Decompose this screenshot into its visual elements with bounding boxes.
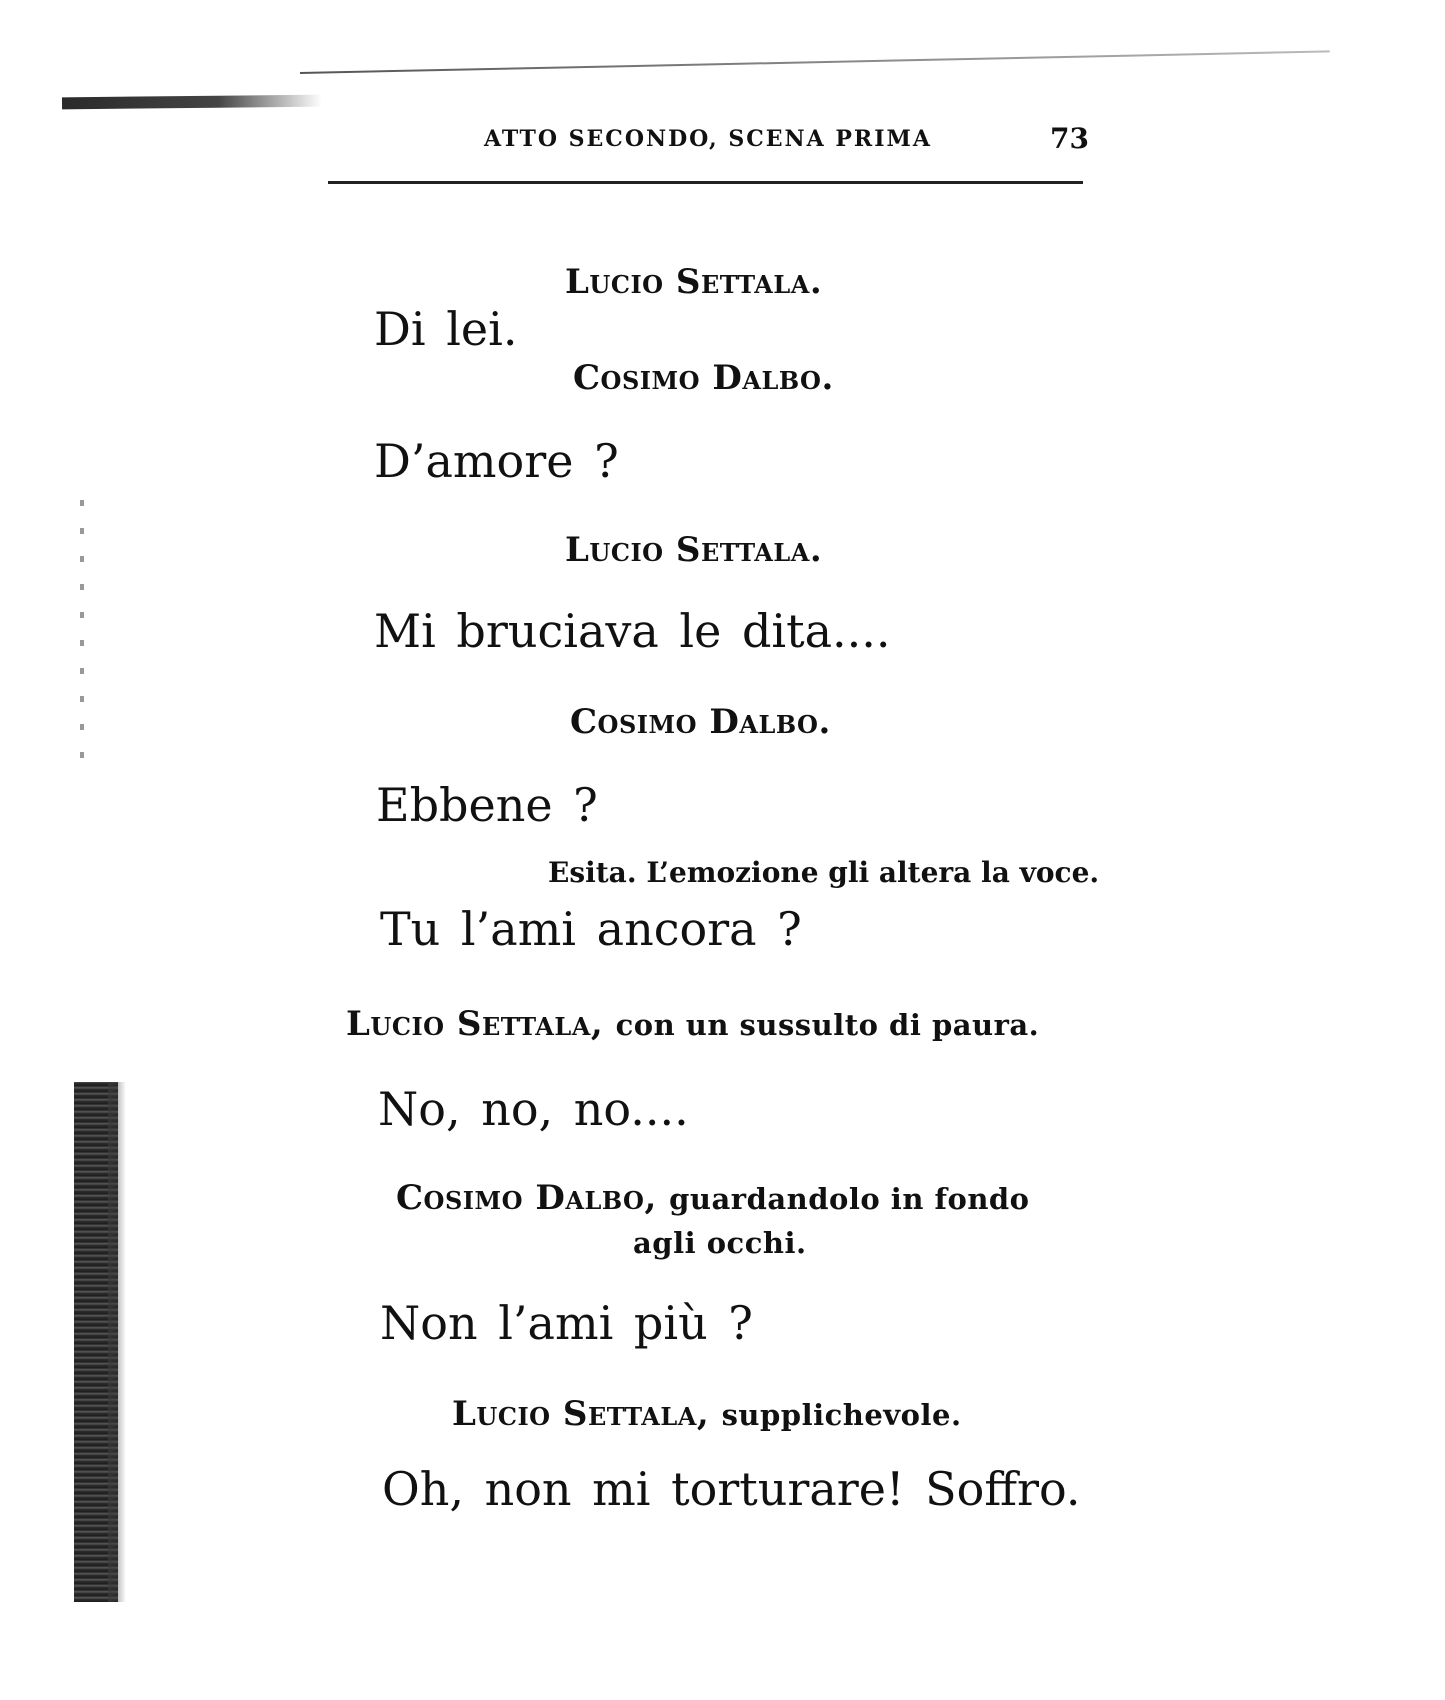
book-spine-fade	[108, 1082, 126, 1602]
speaker-name: Cosimo Dalbo.	[573, 358, 834, 398]
stage-direction: supplichevole.	[721, 1398, 962, 1432]
stage-direction: agli occhi.	[633, 1226, 807, 1260]
speaker-name: Lucio Settala.	[565, 262, 823, 302]
speaker-name: Cosimo Dalbo,	[396, 1178, 657, 1218]
speaker-lucio-settala-3	[346, 1004, 1039, 1044]
speaker-cosimo-dalbo-2	[570, 702, 831, 742]
dialogue-line-5: Tu l’ami ancora ?	[380, 902, 802, 956]
scan-smudge	[62, 95, 322, 110]
speaker-name: Lucio Settala,	[452, 1394, 710, 1434]
speaker-lucio-settala-2	[565, 530, 822, 570]
page-number: 73	[1050, 122, 1089, 155]
speaker-name: Lucio Settala.	[565, 530, 823, 570]
margin-marks	[80, 500, 84, 770]
dialogue-line-7: Non l’ami più ?	[380, 1296, 753, 1350]
stage-direction: Esita. L’emozione gli altera la voce.	[548, 856, 1100, 889]
stage-direction-continued	[633, 1222, 807, 1262]
dialogue-line-6: No, no, no....	[378, 1082, 689, 1136]
speaker-cosimo-dalbo-1	[573, 358, 834, 398]
dialogue-line-8: Oh, non mi torturare! Soffro.	[382, 1462, 1081, 1516]
speaker-cosimo-dalbo-3	[396, 1178, 1030, 1218]
dialogue-line-3: Mi bruciava le dita....	[374, 604, 891, 658]
speaker-lucio-settala-1	[565, 262, 822, 302]
speaker-name: Cosimo Dalbo.	[570, 702, 831, 742]
stage-direction: con un sussulto di paura.	[615, 1008, 1040, 1042]
speaker-name: Lucio Settala,	[346, 1004, 604, 1044]
page-edge-line	[300, 50, 1330, 74]
dialogue-line-4: Ebbene ?	[376, 778, 598, 832]
dialogue-line-2: D’amore ?	[374, 434, 619, 488]
speaker-lucio-settala-4	[452, 1394, 962, 1434]
running-head: ATTO SECONDO, SCENA PRIMA	[484, 126, 932, 152]
header-rule	[328, 181, 1083, 184]
dialogue-line-1: Di lei.	[374, 302, 518, 356]
stage-direction: guardandolo in fondo	[669, 1182, 1030, 1216]
